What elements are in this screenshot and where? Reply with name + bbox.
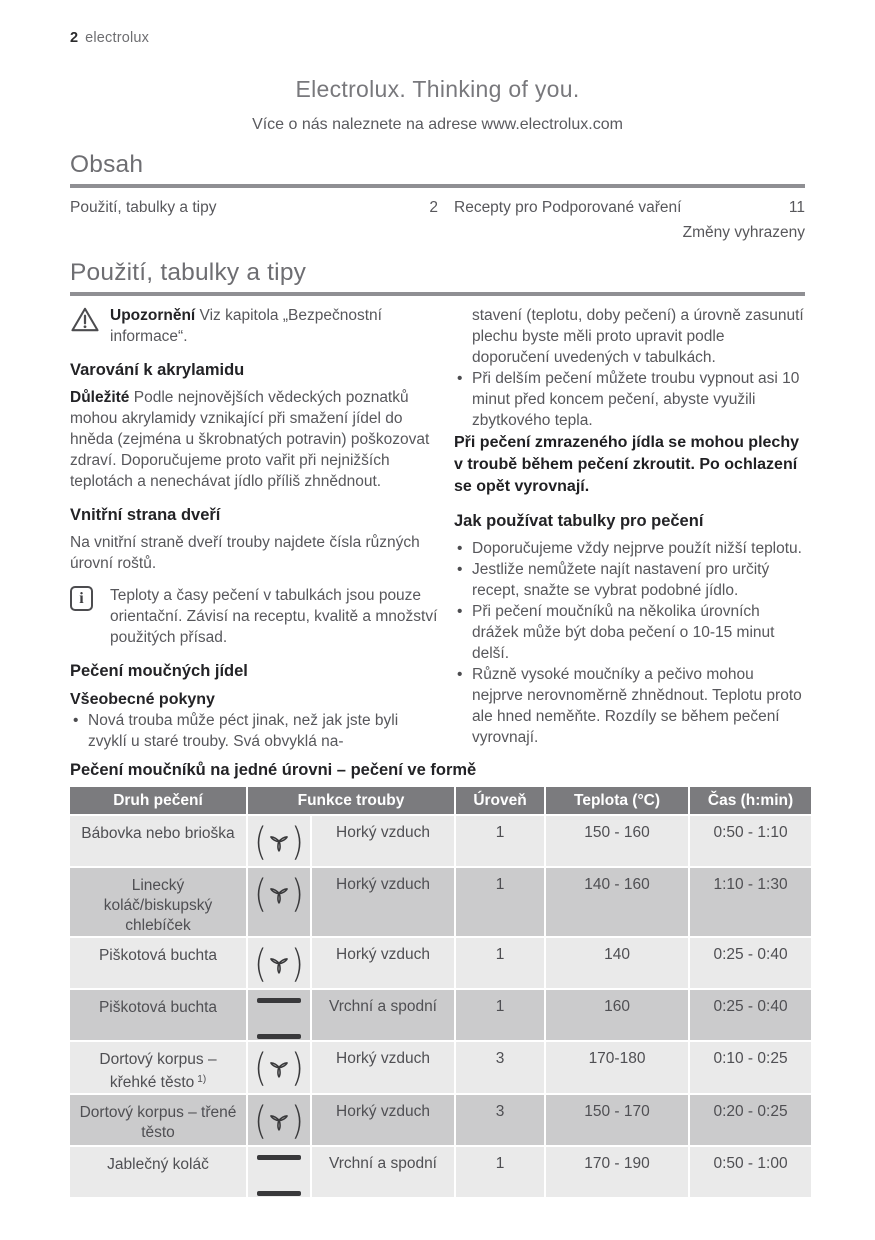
section-title: Použití, tabulky a tipy [70,259,307,286]
temperature-cell: 160 [546,990,688,1040]
fan-icon: ( ) [254,871,304,916]
door-heading: Vnitřní strana dveří [70,506,221,524]
acrylamide-paragraph: Důležité Podle nejnovějších vědeckých poznatků mohou akrylamidy vznikající při smažení jídel do hněda (zejména u škrobnatých potravin) poškozovat zdraví. Doporučujeme proto vařit při nejnižších teplotách a nenechávat jídlo příliš zhnědnout. [70,389,430,490]
toc-entry [454,199,805,217]
brand-name: electrolux [85,30,150,46]
time-cell: 0:50 - 1:10 [690,816,811,866]
info-icon: i [70,585,100,648]
time-cell: 0:25 - 0:40 [690,990,811,1040]
time-cell: 0:20 - 0:25 [690,1095,811,1145]
function-icon-cell [248,990,310,1040]
function-cell: Horký vzduch [312,816,454,866]
general-bullet-list-cont [454,368,805,431]
bullet-item: • Nová trouba může péct jinak, než jak jste byli zvyklí u staré trouby. Svá obvyklá na- [70,710,438,752]
bullet-item: • Jestliže nemůžete najít nastavení pro určitý recept, snažte se vybrat podobné jídlo. [454,559,805,601]
function-icon-cell [248,1042,310,1093]
table-row [70,816,811,866]
level-cell: 1 [456,868,544,936]
two-column-body [70,305,805,752]
temperature-cell: 150 - 160 [546,816,688,866]
dish-cell: Dortový korpus – třené těsto [70,1095,246,1145]
dish-cell: Linecký koláč/biskupský chlebíček [70,868,246,936]
dish-cell: Dortový korpus – křehké těsto $^{1)}$ [70,1042,246,1093]
dish-cell: Jablečný koláč [70,1147,246,1197]
toc-entry [70,199,438,217]
dish-cell: Piškotová buchta [70,938,246,988]
temperature-cell: 140 - 160 [546,868,688,936]
warning-triangle-icon [70,305,100,347]
bullet-item: • Různě vysoké moučníky a pečivo mohou nejprve nerovnoměrně zhnědnout. Teplotu proto ale hned neměňte. Rozdíly se během pečení vyrovnají. [454,664,805,748]
fan-icon: ( ) [254,819,304,864]
function-icon-cell [248,1095,310,1145]
tables-usage-bullet-list [454,538,805,748]
column-header-level: Úroveň [456,787,544,814]
info-block [70,585,438,648]
right-column [454,305,805,752]
website-line: Více o nás naleznete na adrese www.electrolux.com [252,116,623,133]
warning-block [70,305,438,347]
important-label: Důležité [70,389,130,406]
page-number: 2 [70,30,79,46]
general-bullet-list [70,710,438,752]
fan-icon: ( ) [254,941,304,986]
table-row [70,1147,811,1197]
toc-entry-label: Použití, tabulky a tipy [70,199,217,216]
level-cell: 1 [456,1147,544,1197]
left-column [70,305,438,752]
function-icon-cell [248,938,310,988]
acrylamide-heading: Varování k akrylamidu [70,361,245,379]
footnote-marker: 1) [197,1074,207,1085]
table-title: Pečení moučníků na jedné úrovni – pečení ve formě [70,761,477,779]
column-header-time: Čas (h:min) [690,787,811,814]
top-bottom-heat-icon [257,1155,301,1196]
general-subheading: Všeobecné pokyny [70,691,215,708]
function-icon-cell [248,1147,310,1197]
time-cell: 0:50 - 1:00 [690,1147,811,1197]
level-cell: 1 [456,816,544,866]
section-rule [70,292,805,296]
dish-cell: Bábovka nebo brioška [70,816,246,866]
fan-icon: ( ) [254,1098,304,1143]
time-cell: 1:10 - 1:30 [690,868,811,936]
column-header-temperature: Teplota (°C) [546,787,688,814]
table-row [70,1042,811,1093]
door-paragraph: Na vnitřní straně dveří trouby najdete čísla různých úrovní roštů. [70,534,420,572]
info-text: Teploty a časy pečení v tabulkách jsou pouze orientační. Závisí na receptu, kvalitě a množství použitých přísad. [110,587,438,646]
time-cell: 0:25 - 0:40 [690,938,811,988]
table-header-row [70,787,811,814]
frozen-food-note: Při pečení zmrazeného jídla se mohou plechy v troubě během pečení zkroutit. Po ochlazení se opět vyrovnají. [454,434,799,495]
fan-icon: ( ) [254,1045,304,1090]
function-cell: Vrchní a spodní [312,990,454,1040]
level-cell: 3 [456,1042,544,1093]
toc [70,199,805,217]
temperature-cell: 140 [546,938,688,988]
function-icon-cell [248,868,310,936]
temperature-cell: 170 - 190 [546,1147,688,1197]
dish-cell: Piškotová buchta [70,990,246,1040]
table-row [70,868,811,936]
toc-entry-page: 2 [429,199,438,216]
bullet-item: • Při pečení moučníků na několika úrovních drážek může být doba pečení o 10-15 minut delší. [454,601,805,664]
baking-table [68,785,813,1199]
tables-usage-heading: Jak používat tabulky pro pečení [454,512,704,530]
function-cell: Horký vzduch [312,938,454,988]
table-row [70,1095,811,1145]
baking-heading: Pečení moučných jídel [70,662,248,680]
warning-text: Upozornění Viz kapitola „Bezpečnostní informace“. [110,307,382,345]
running-header [70,30,805,46]
top-bottom-heat-icon [257,998,301,1039]
toc-rule [70,184,805,188]
brand-tagline: Electrolux. Thinking of you. [295,76,580,102]
continuation-text: stavení (teplotu, doby pečení) a úrovně zasunutí plechu byste měli proto upravit podle doporučení uvedených v tabulkách. [472,307,804,366]
function-cell: Vrchní a spodní [312,1147,454,1197]
temperature-cell: 170-180 [546,1042,688,1093]
toc-title: Obsah [70,151,144,178]
bullet-item: • Při delším pečení můžete troubu vypnout asi 10 minut před koncem pečení, abyste využili zbytkového tepla. [454,368,805,431]
level-cell: 1 [456,938,544,988]
column-header-dish: Druh pečení [70,787,246,814]
function-icon-cell [248,816,310,866]
column-header-function: Funkce trouby [248,787,454,814]
toc-note: Změny vyhrazeny [682,224,805,241]
bullet-item: • Doporučujeme vždy nejprve použít nižší teplotu. [454,538,805,559]
toc-entry-label: Recepty pro Podporované vaření [454,199,682,216]
toc-entry-page: 11 [788,199,805,216]
function-cell: Horký vzduch [312,1095,454,1145]
level-cell: 3 [456,1095,544,1145]
temperature-cell: 150 - 170 [546,1095,688,1145]
table-row [70,990,811,1040]
function-cell: Horký vzduch [312,1042,454,1093]
function-cell: Horký vzduch [312,868,454,936]
warning-label: Upozornění [110,307,196,324]
time-cell: 0:10 - 0:25 [690,1042,811,1093]
table-row [70,938,811,988]
level-cell: 1 [456,990,544,1040]
